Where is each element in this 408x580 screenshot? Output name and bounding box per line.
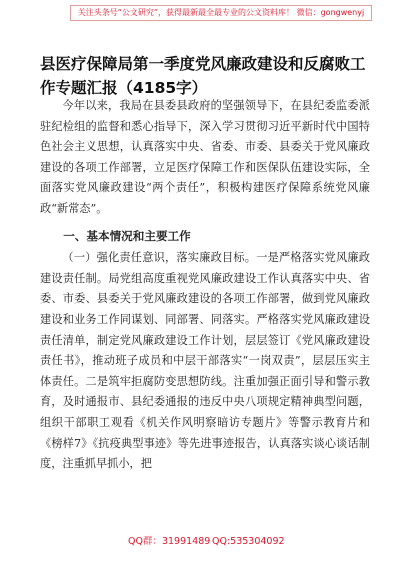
footer — [0, 534, 408, 550]
section-paragraph: （一）强化责任意识，落实廉政目标。一是严格落实党风廉政建设责任制。局党组高度重视党风廉政建设工作认真落实中央、省委、市委、县委关于党风廉政建设的各项工作部署，做到党风廉政建设和业务工作同谋划、同部署、同落实。严格落实党风廉政建设责任清单，制定党风廉政建设工作计划，层层签订《党风廉政建设责任书》，推动班子成员和中层干部落实“一岗双责”，层层压实主体责任。二是筑牢拒腐防变思想防线。注重加强正面引导和警示教育，及时通报市、县纪委通报的违反中央八项规定精神典型问题，组织干部职工观看《机关作风明察暗访专题片》等警示教育片和《榜样7》《抗疫典型事迹》等先进事迹报告，认真落实谈心谈话制度，注重抓早抓小，把 — [40, 251, 370, 471]
document-title: 县医疗保障局第一季度党风廉政建设和反腐败工作专题汇报（4185字） — [40, 55, 366, 97]
footer-qq-contact: QQ:535304092 — [212, 536, 285, 547]
intro-paragraph: 今年以来，我局在县委县政府的坚强领导下，在县纪委监委派驻纪检组的监督和悉心指导下，深入学习贯彻习近平新时代中国特色社会主义思想，认真落实中央、省委、市委、县委关于党风廉政建设的各项工作部署，立足医疗保障工作和医保队伍建设实际，全面落实党风廉政建设“两个责任”，积极构建医疗保障系统党风廉政“新常态”。 — [40, 99, 370, 215]
promo-banner — [70, 5, 372, 21]
footer-qq-group: QQ群：31991489 — [128, 536, 211, 547]
promo-banner-text: 关注头条号“公文研究”，获得最新最全最专业的公文资料库！ 微信：gongwenyj — [77, 8, 365, 17]
section-heading: 一、基本情况和主要工作 — [63, 228, 191, 243]
document-body — [40, 96, 370, 475]
